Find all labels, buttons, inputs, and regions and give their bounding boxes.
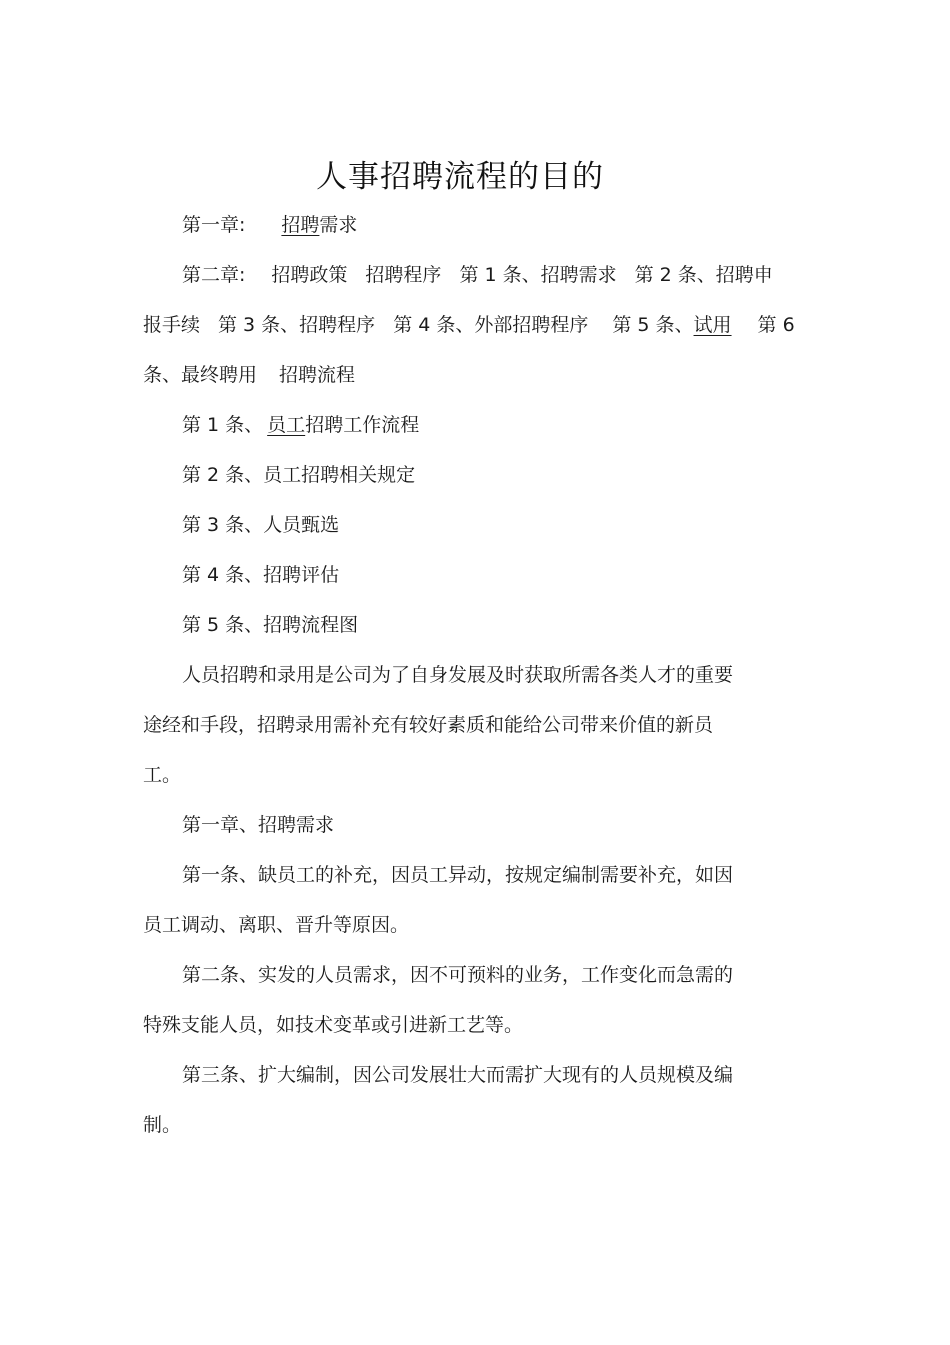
toc-item: 第 4 条、外部招聘程序	[393, 314, 589, 336]
document-title: 人事招聘流程的目的	[316, 159, 604, 195]
toc-item: 招聘政策	[271, 264, 348, 286]
toc-item: 第 6	[757, 314, 795, 336]
intro-line: 途经和手段，招聘录用需补充有较好素质和能给公司带来价值的新员	[143, 714, 714, 736]
clause-3-line: 第三条、扩大编制，因公司发展壮大而需扩大现有的人员规模及编	[182, 1064, 734, 1086]
toc-line-4	[143, 361, 355, 389]
toc-item: 第 1 条、	[182, 414, 264, 436]
toc-article-4: 第 4 条、招聘评估	[182, 564, 340, 586]
toc-chapter-1-label: 第一章:	[182, 214, 246, 236]
toc-article-1	[182, 411, 419, 439]
toc-item-underlined: 试用	[693, 314, 732, 336]
toc-chapter-1	[182, 211, 357, 239]
toc-article-5: 第 5 条、招聘流程图	[182, 614, 359, 636]
toc-item: 招聘程序	[365, 264, 442, 286]
toc-item: 报手续	[143, 314, 201, 336]
clause-1-line: 第一条、缺员工的补充，因员工异动，按规定编制需要补充，如因	[182, 864, 734, 886]
toc-item: 招聘工作流程	[305, 414, 420, 436]
toc-article-2: 第 2 条、员工招聘相关规定	[182, 464, 416, 486]
clause-2-line: 第二条、实发的人员需求，因不可预料的业务，工作变化而急需的	[182, 964, 734, 986]
toc-item: 第 1 条、招聘需求	[459, 264, 617, 286]
toc-item: 第 3 条、招聘程序	[218, 314, 376, 336]
toc-item: 第 5 条、	[612, 314, 694, 336]
toc-chapter-1-rest: 需求	[319, 214, 358, 236]
toc-item: 招聘流程	[279, 364, 356, 386]
toc-item-underlined: 员工	[267, 414, 306, 436]
chapter-1-heading: 第一章、招聘需求	[182, 814, 335, 836]
clause-1-line: 员工调动、离职、晋升等原因。	[143, 914, 410, 936]
toc-item: 条、最终聘用	[143, 364, 258, 386]
toc-line-3	[143, 311, 795, 339]
intro-line: 人员招聘和录用是公司为了自身发展及时获取所需各类人才的重要	[182, 664, 734, 686]
toc-item: 第 2 条、招聘申	[634, 264, 773, 286]
intro-line: 工。	[143, 764, 182, 786]
toc-article-3: 第 3 条、人员甄选	[182, 514, 340, 536]
toc-chapter-1-link: 招聘	[281, 214, 320, 236]
toc-chapter-2-label: 第二章:	[182, 264, 246, 286]
toc-chapter-2	[182, 261, 773, 289]
clause-3-line: 制。	[143, 1114, 182, 1136]
clause-2-line: 特殊支能人员，如技术变革或引进新工艺等。	[143, 1014, 524, 1036]
